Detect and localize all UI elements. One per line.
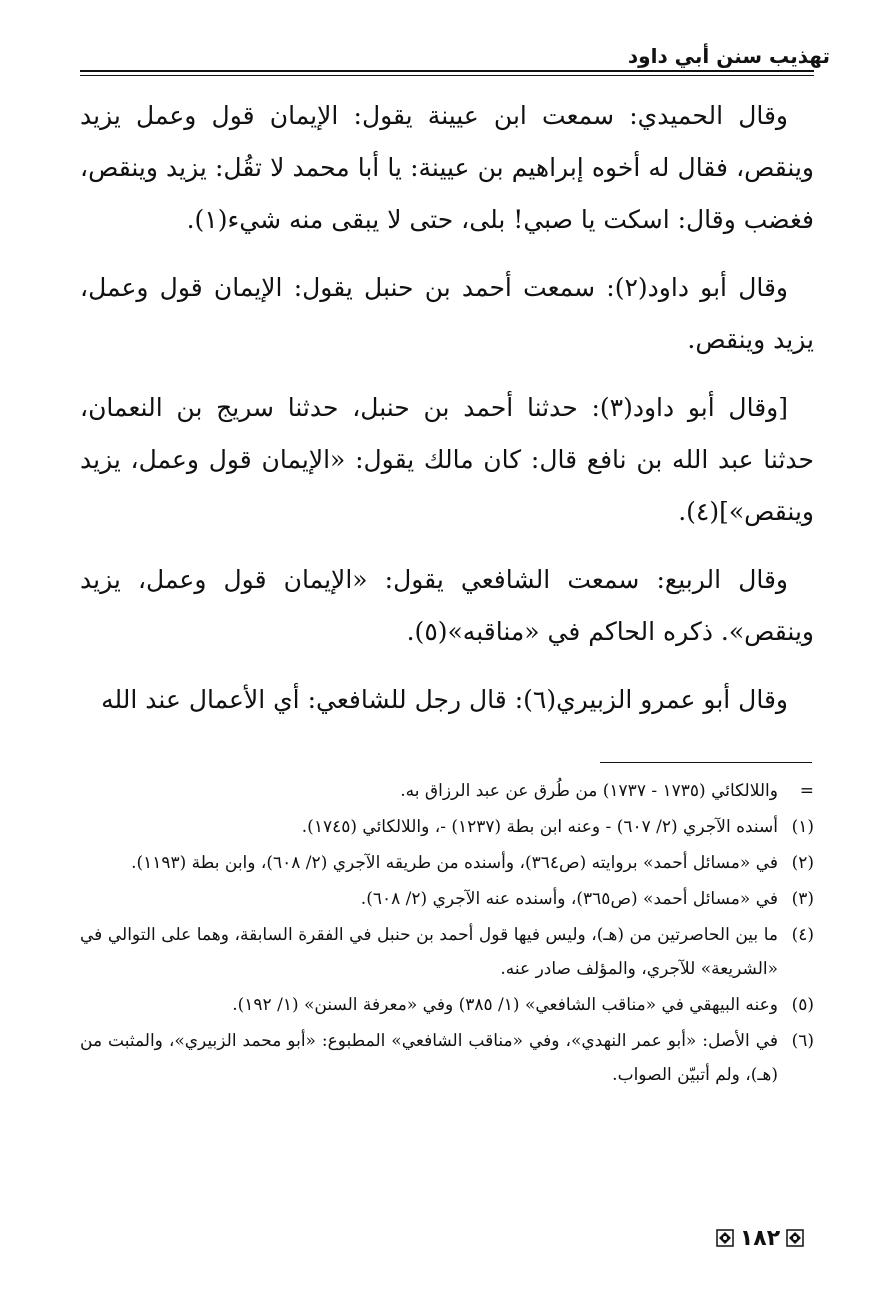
- footnote-text: واللالكائي (١٧٣٥ - ١٧٣٧) من طُرق عن عبد الرزاق به.: [400, 781, 778, 801]
- footnote-number: (٣): [791, 889, 814, 909]
- footnote-item: [80, 774, 814, 808]
- footnote-item: [80, 918, 814, 986]
- footnote-separator: [600, 762, 812, 763]
- paragraph-rabi-shafii: وقال الربيع: سمعت الشافعي يقول: «الإيمان قول وعمل، يزيد وينقص». ذكره الحاكم في «مناقبه»(٥).: [80, 565, 814, 646]
- ornament-left-icon: [716, 1229, 734, 1247]
- footnote-text: أسنده الآجري (٢/ ٦٠٧) - وعنه ابن بطة (١٢٣٧) -، واللالكائي (١٧٤٥).: [301, 817, 778, 837]
- page-number: ١٨٢: [739, 1225, 781, 1251]
- main-text: [80, 90, 814, 742]
- footnote-number: (٥): [791, 995, 814, 1015]
- footnote-number: (٦): [791, 1031, 814, 1051]
- footnote-item: [80, 988, 814, 1022]
- footnote-number: (٢): [791, 853, 814, 873]
- footnote-item: [80, 810, 814, 844]
- footnote-item: [80, 1024, 814, 1092]
- footnote-item: [80, 882, 814, 916]
- footnote-text: في «مسائل أحمد» بروايته (ص٣٦٤)، وأسنده من طريقه الآجري (٢/ ٦٠٨)، وابن بطة (١١٩٣).: [131, 853, 778, 873]
- footnote-text: في «مسائل أحمد» (ص٣٦٥)، وأسنده عنه الآجري (٢/ ٦٠٨).: [360, 889, 778, 909]
- footnote-text: وعنه البيهقي في «مناقب الشافعي» (١/ ٣٨٥) وفي «معرفة السنن» (١/ ١٩٢).: [232, 995, 778, 1015]
- paragraph-zubayri: وقال أبو عمرو الزبيري(٦): قال رجل للشافعي: أي الأعمال عند الله: [101, 685, 788, 714]
- paragraph-malik: [وقال أبو داود(٣): حدثنا أحمد بن حنبل، حدثنا سريج بن النعمان، حدثنا عبد الله بن نافع قال: كان مالك يقول: «الإيمان قول وعمل، يزيد وينقص»](٤).: [80, 393, 814, 526]
- page-number-block: [700, 1222, 820, 1254]
- paragraph-abu-dawud-ahmad: وقال أبو داود(٢): سمعت أحمد بن حنبل يقول: الإيمان قول وعمل، يزيد وينقص.: [80, 273, 814, 354]
- header-rule-thick: [80, 70, 814, 72]
- running-header-title: تهذيب سنن أبي داود: [627, 44, 830, 68]
- footnote-number: =: [799, 781, 814, 801]
- footnote-number: (٤): [791, 925, 814, 945]
- footnote-text: ما بين الحاصرتين من (هـ)، وليس فيها قول أحمد بن حنبل في الفقرة السابقة، وهما على التوالي في «الشريعة» للآجري، والمؤلف صادر عنه.: [80, 925, 778, 979]
- footnote-number: (١): [791, 817, 814, 837]
- ornament-right-icon: [786, 1229, 804, 1247]
- paragraph-humaidi: وقال الحميدي: سمعت ابن عيينة يقول: الإيمان قول وعمل يزيد وينقص، فقال له أخوه إبراهيم بن عيينة: يا أبا محمد لا تقُل: يزيد وينقص، فغضب وقال: اسكت يا صبي! بلى، حتى لا يبقى منه شيء(١).: [80, 101, 814, 234]
- footnotes: [80, 774, 814, 1094]
- footnote-text: في الأصل: «أبو عمر النهدي»، وفي «مناقب الشافعي» المطبوع: «أبو محمد الزبيري»، والمثبت من (هـ)، ولم أتبيّن الصواب.: [80, 1031, 778, 1085]
- footnote-item: [80, 846, 814, 880]
- header-rule-thin: [80, 75, 814, 76]
